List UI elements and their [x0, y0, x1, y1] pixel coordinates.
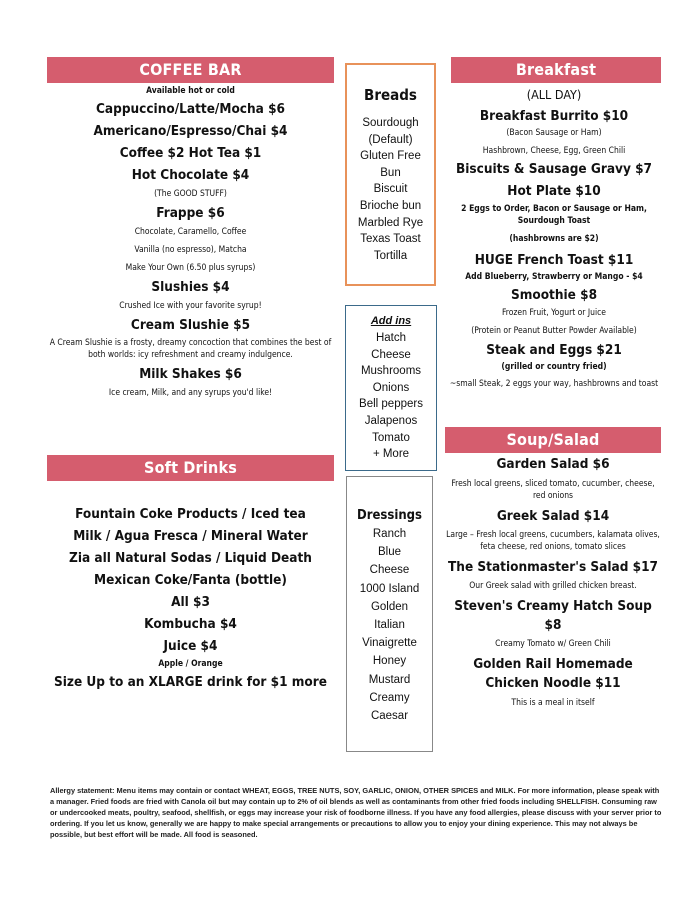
- dressing-option: Ranch: [372, 528, 407, 540]
- dressing-option: Mustard: [368, 673, 411, 686]
- menu-item: Hot Chocolate $4: [131, 167, 250, 183]
- item-description: Vanilla (no espresso), Matcha: [134, 245, 247, 255]
- soup-salad-banner: Soup/Salad: [445, 427, 661, 453]
- addin-option: Mushrooms: [360, 365, 422, 378]
- dressings-box: [346, 476, 433, 752]
- addin-option: Onions: [372, 381, 410, 394]
- item-description: 2 Eggs to Order, Bacon or Sausage or Ham, Sourdough Toast: [461, 204, 647, 226]
- dressing-option: Honey: [372, 655, 407, 668]
- item-description: (The GOOD STUFF): [154, 189, 227, 199]
- bread-option: Gluten Free: [360, 150, 421, 163]
- menu-item: Size Up to an XLARGE drink for $1 more: [53, 674, 327, 690]
- bread-option: Marbled Rye: [357, 216, 424, 229]
- coffee-bar-section: [47, 85, 334, 399]
- breads-box: [345, 63, 436, 286]
- menu-item: Mexican Coke/Fanta (bottle): [94, 572, 287, 588]
- item-description: Crushed Ice with your favorite syrup!: [119, 301, 262, 311]
- menu-item: Hot Plate $10: [507, 183, 601, 199]
- soft-drinks-section: [47, 505, 334, 692]
- allergy-statement: Allergy statement: Menu items may contain or contact WHEAT, EGGS, TREE NUTS, SOY, GARLIC, ONION, OTHER SPICES and MILK. For more information, please speak with a manager. Fried foods are fried with Canola oil but may contain up to 2% of oil blends as well as contaminants from other fried foods including SHELLFISH. Consuming raw or undercooked meats, poultry, seafood, shellfish, or eggs may increase your risk of foodborne illness. If you have any food allergies, please discuss with your server prior to ordering. If you let us know, generally we are happy to make special arrangements or precautions to allow you to enjoy your dining experience. This may not always be possible, but best effort will be made. All food is seasoned.: [50, 786, 662, 839]
- menu-item: Milk / Agua Fresca / Mineral Water: [73, 528, 308, 544]
- dressing-option: Italian: [374, 619, 405, 632]
- addin-option: Hatch: [375, 332, 407, 344]
- bread-option: Tortilla: [373, 249, 408, 262]
- menu-item: Cappuccino/Latte/Mocha $6: [96, 101, 285, 117]
- coffee-note: Available hot or cold: [146, 86, 235, 96]
- item-description: (Bacon Sausage or Ham): [506, 128, 602, 138]
- menu-item: Slushies $4: [151, 279, 230, 295]
- item-description: Fresh local greens, sliced tomato, cucumber, cheese, red onions: [451, 479, 655, 501]
- bread-option: (Default): [368, 133, 413, 146]
- dressing-option: Caesar: [370, 710, 409, 723]
- dressing-option: Creamy: [369, 691, 410, 704]
- menu-item: Steak and Eggs $21: [486, 342, 622, 358]
- addins-heading: Add ins: [370, 315, 412, 327]
- menu-item: All $3: [171, 594, 210, 610]
- menu-item: Breakfast Burrito $10: [479, 108, 629, 124]
- dressings-heading: Dressings: [356, 508, 422, 523]
- dressing-option: Blue: [377, 546, 402, 559]
- menu-item: Americano/Espresso/Chai $4: [93, 123, 288, 139]
- menu-item: Fountain Coke Products / Iced tea: [75, 506, 306, 522]
- addin-option: Bell peppers: [359, 398, 423, 411]
- menu-item: The Stationmaster's Salad $17: [448, 559, 658, 575]
- bread-option: Biscuit: [373, 183, 408, 196]
- menu-item: Greek Salad $14: [496, 508, 610, 524]
- breakfast-section: [447, 86, 661, 390]
- item-description: Make Your Own (6.50 plus syrups): [125, 263, 256, 273]
- menu-item: Cream Slushie $5: [130, 317, 251, 333]
- item-description: Large – Fresh local greens, cucumbers, kalamata olives, feta cheese, red onions, tomato slices: [446, 530, 660, 552]
- menu-item: Zia all Natural Sodas / Liquid Death: [69, 550, 312, 566]
- item-description: Our Greek salad with grilled chicken breast.: [469, 581, 637, 591]
- addin-option: Tomato: [372, 431, 410, 444]
- menu-item: Smoothie $8: [510, 287, 598, 303]
- menu-item: Kombucha $4: [144, 616, 237, 632]
- menu-item: Frappe $6: [156, 205, 225, 221]
- item-description: Frozen Fruit, Yogurt or Juice: [501, 308, 607, 318]
- menu-item: Golden Rail Homemade Chicken Noodle $11: [473, 656, 633, 691]
- item-description: Apple / Orange: [158, 659, 223, 669]
- breakfast-banner: Breakfast: [451, 57, 661, 83]
- item-description: Creamy Tomato w/ Green Chili: [495, 639, 611, 649]
- menu-item: Biscuits & Sausage Gravy $7: [455, 161, 653, 177]
- addin-option: Cheese: [371, 348, 411, 361]
- item-description: (hashbrowns are $2): [509, 234, 599, 244]
- menu-item: Milk Shakes $6: [139, 366, 242, 382]
- coffee-bar-banner: COFFEE BAR: [47, 57, 334, 83]
- menu-item: Steven's Creamy Hatch Soup $8: [454, 598, 652, 633]
- bread-option: Texas Toast: [360, 233, 421, 246]
- addin-option: Jalapenos: [364, 414, 418, 427]
- soft-drinks-banner: Soft Drinks: [47, 455, 334, 481]
- item-description: Hashbrown, Cheese, Egg, Green Chili: [482, 146, 626, 156]
- addin-option: + More: [372, 448, 410, 461]
- item-description: (Protein or Peanut Butter Powder Available): [471, 326, 637, 336]
- breads-heading: Breads: [364, 86, 417, 104]
- dressing-option: 1000 Island: [359, 582, 420, 595]
- breakfast-note: (ALL DAY): [526, 87, 582, 102]
- bread-option: Sourdough: [362, 117, 419, 129]
- dressing-option: Vinaigrette: [362, 637, 417, 650]
- item-description: (grilled or country fried): [501, 362, 607, 372]
- item-description: Chocolate, Caramello, Coffee: [134, 227, 247, 237]
- item-description: Ice cream, Milk, and any syrups you'd like!: [108, 388, 273, 398]
- soup-salad-section: [445, 455, 661, 709]
- menu-item: Coffee $2 Hot Tea $1: [119, 145, 262, 161]
- item-description: A Cream Slushie is a frosty, dreamy concoction that combines the best of both worlds: icy refreshment and creamy indulgence.: [49, 338, 332, 360]
- menu-item: HUGE French Toast $11: [474, 252, 634, 268]
- item-description: ~small Steak, 2 eggs your way, hashbrowns and toast: [449, 379, 659, 389]
- item-description: Add Blueberry, Strawberry or Mango - $4: [465, 272, 643, 282]
- bread-option: Bun: [380, 166, 401, 179]
- dressing-option: Golden: [370, 600, 409, 613]
- item-description: This is a meal in itself: [511, 698, 595, 708]
- dressing-option: Cheese: [369, 564, 410, 577]
- addins-box: [345, 305, 437, 471]
- menu-item: Garden Salad $6: [496, 456, 610, 472]
- menu-item: Juice $4: [163, 638, 218, 654]
- bread-option: Brioche bun: [359, 199, 422, 212]
